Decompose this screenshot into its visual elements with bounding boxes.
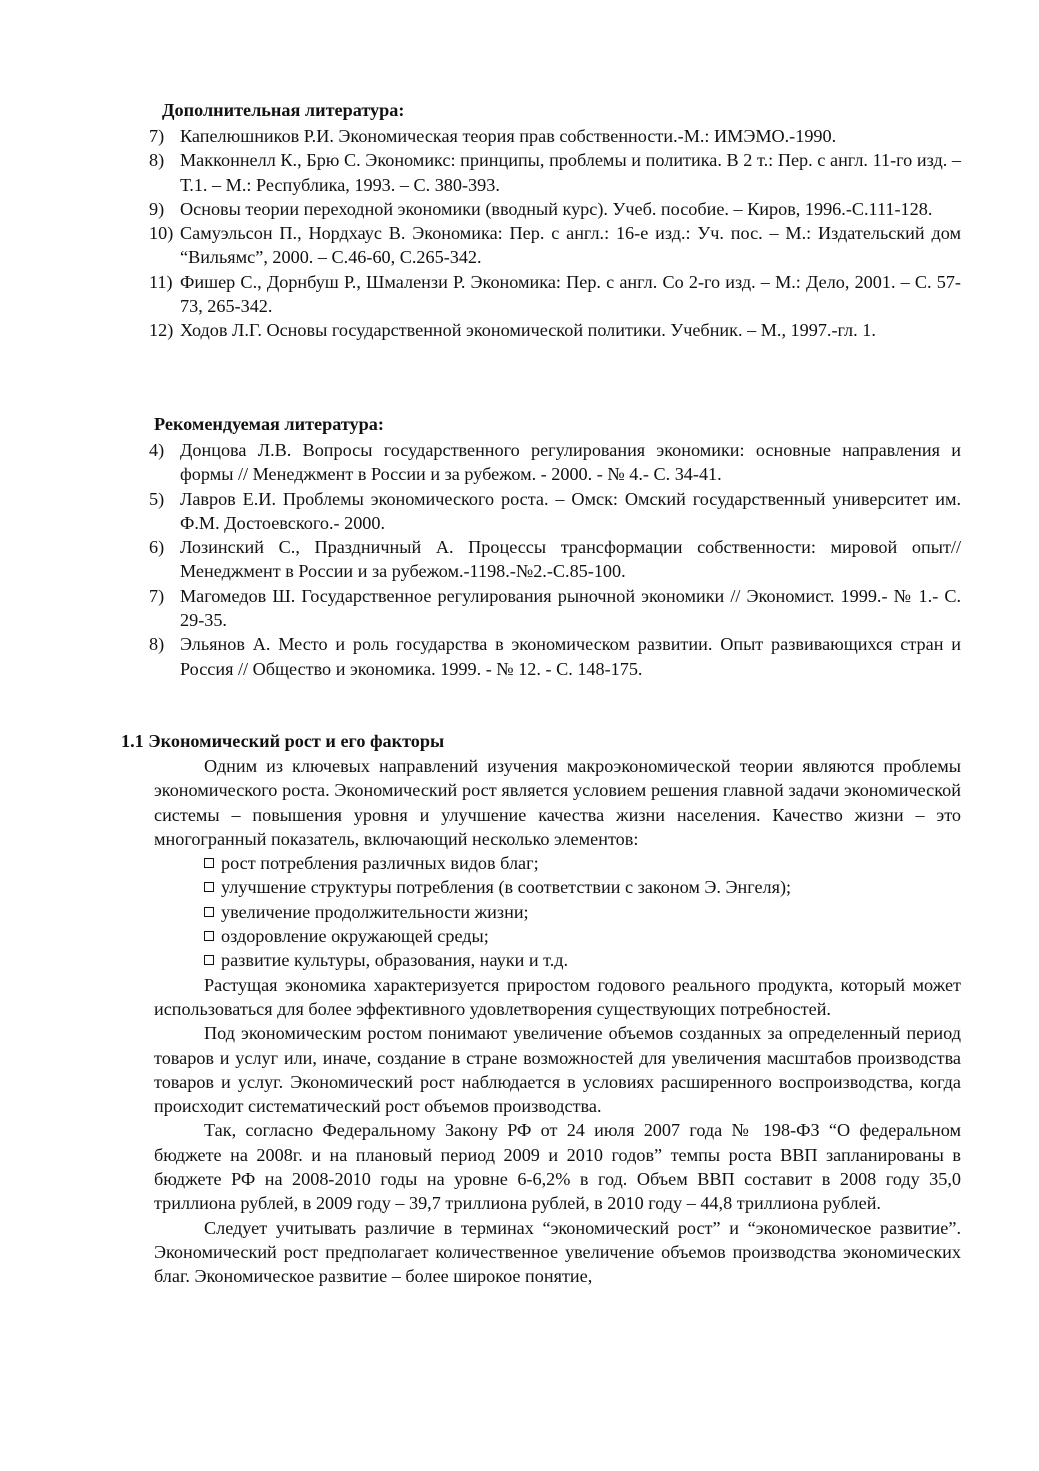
list-item xyxy=(149,270,961,319)
item-text: Донцова Л.В. Вопросы государственного регулирования экономики: основные направления и формы // Менеджмент в России и за рубежом. - 2000. - № 4.- С. 34-41. xyxy=(180,440,961,485)
list-item xyxy=(149,318,961,342)
paragraph: Так, согласно Федеральному Закону РФ от 24 июля 2007 года № 198-ФЗ “О федеральном бюджете на 2008г. и на плановый период 2009 и 2010 годов” темпы роста ВВП запланированы в бюджете РФ на 2008-2010 годы на уровне 6-6,2% в год. Объем ВВП составит в 2008 году 35,0 триллиона рублей, в 2009 году – 39,7 триллиона рублей, в 2010 году – 44,8 триллиона рублей. xyxy=(154,1120,961,1214)
bullet-text: увеличение продолжительности жизни; xyxy=(221,901,529,922)
item-number: 10) xyxy=(149,223,174,244)
item-text: Фишер С., Дорнбуш Р., Шмалензи Р. Экономика: Пер. с англ. Со 2-го изд. – М.: Дело, 2001. – С. 57-73, 265-342. xyxy=(180,271,961,317)
list-item xyxy=(204,900,961,924)
list-item xyxy=(204,924,961,948)
additional-literature-heading: Дополнительная литература: xyxy=(162,100,405,120)
item-number: 7) xyxy=(149,585,165,606)
list-item xyxy=(149,535,961,584)
item-number: 5) xyxy=(149,488,165,509)
list-item xyxy=(149,124,961,148)
item-number: 9) xyxy=(149,198,165,219)
section-title: 1.1 Экономический рост и его факторы xyxy=(121,731,445,751)
item-number: 4) xyxy=(149,440,165,460)
checkbox-bullet-icon xyxy=(204,931,214,941)
item-number: 7) xyxy=(149,126,165,146)
checkbox-bullet-icon xyxy=(204,955,214,965)
paragraph: Одним из ключевых направлений изучения макроэкономической теории являются проблемы экономического роста. Экономический рост является условием решения главной задачи экономической системы – повышения уровня и улучшение качества жизни населения. Качество жизни – это многогранный показатель, включающий несколько элементов: xyxy=(154,756,961,849)
list-item xyxy=(149,197,961,221)
item-text: Макконнелл К., Брю С. Экономикс: принципы, проблемы и политика. В 2 т.: Пер. с англ. 11-го изд. – Т.1. – М.: Республика, 1993. – С. 380-393. xyxy=(180,150,961,195)
paragraph: Растущая экономика характеризуется приростом годового реального продукта, который может использоваться для более эффективного удовлетворения существующих потребностей. xyxy=(154,974,961,1019)
recommended-literature-heading: Рекомендуемая литература: xyxy=(154,414,384,434)
item-text: Самуэльсон П., Нордхаус В. Экономика: Пер. с англ.: 16-е изд.: Уч. пос. – М.: Издательский дом “Вильямс”, 2000. – С.46-60, С.265-342. xyxy=(180,223,961,268)
item-number: 8) xyxy=(149,150,165,171)
item-text: Капелюшников Р.И. Экономическая теория прав собственности.-М.: ИМЭМО.-1990. xyxy=(180,126,837,146)
additional-literature-list xyxy=(149,124,961,343)
list-item xyxy=(149,148,961,197)
item-number: 8) xyxy=(149,634,165,655)
quality-of-life-list xyxy=(154,851,961,972)
item-number: 12) xyxy=(149,320,174,341)
bullet-text: улучшение структуры потребления (в соответствии с законом Э. Энгеля); xyxy=(221,877,792,898)
bullet-text: развитие культуры, образования, науки и т.д. xyxy=(221,950,569,971)
checkbox-bullet-icon xyxy=(204,907,214,917)
item-number: 6) xyxy=(149,537,165,558)
paragraph: Под экономическим ростом понимают увеличение объемов созданных за определенный период товаров и услуг или, иначе, создание в стране возможностей для увеличения масштабов производства товаров и услуг. Экономический рост наблюдается в условиях расширенного воспроизводства, когда происходит систематический рост объемов производства. xyxy=(154,1023,961,1117)
section-body xyxy=(154,754,961,1289)
bullet-text: рост потребления различных видов благ; xyxy=(221,853,539,874)
item-text: Основы теории переходной экономики (вводный курс). Учеб. пособие. – Киров, 1996.-С.111-128. xyxy=(180,198,933,219)
paragraph: Следует учитывать различие в терминах “экономический рост” и “экономическое развитие”. Экономический рост предполагает количественное увеличение объемов производства экономических благ. Экономическое развитие – более широкое понятие, xyxy=(154,1217,961,1287)
checkbox-bullet-icon xyxy=(204,882,214,892)
list-item xyxy=(149,487,961,536)
list-item xyxy=(204,851,961,875)
list-item xyxy=(149,632,961,681)
item-text: Магомедов Ш. Государственное регулирования рыночной экономики // Экономист. 1999.- № 1.- С. 29-35. xyxy=(180,585,961,631)
item-number: 11) xyxy=(149,271,173,292)
list-item xyxy=(149,221,961,270)
list-item xyxy=(204,875,961,899)
recommended-literature-list xyxy=(149,438,961,681)
list-item xyxy=(149,584,961,633)
list-item xyxy=(149,438,961,487)
list-item xyxy=(204,948,961,972)
item-text: Ходов Л.Г. Основы государственной экономической политики. Учебник. – М., 1997.-гл. 1. xyxy=(180,320,876,341)
checkbox-bullet-icon xyxy=(204,858,214,868)
item-text: Лавров Е.И. Проблемы экономического роста. – Омск: Омский государственный университет им. Ф.М. Достоевского.- 2000. xyxy=(180,488,961,533)
item-text: Эльянов А. Место и роль государства в экономическом развитии. Опыт развивающихся стран и Россия // Общество и экономика. 1999. - № 12. - С. 148-175. xyxy=(180,634,961,679)
item-text: Лозинский С., Праздничный А. Процессы трансформации собственности: мировой опыт// Менеджмент в России и за рубежом.-1198.-№2.-С.85-100. xyxy=(180,537,961,582)
bullet-text: оздоровление окружающей среды; xyxy=(221,926,489,947)
